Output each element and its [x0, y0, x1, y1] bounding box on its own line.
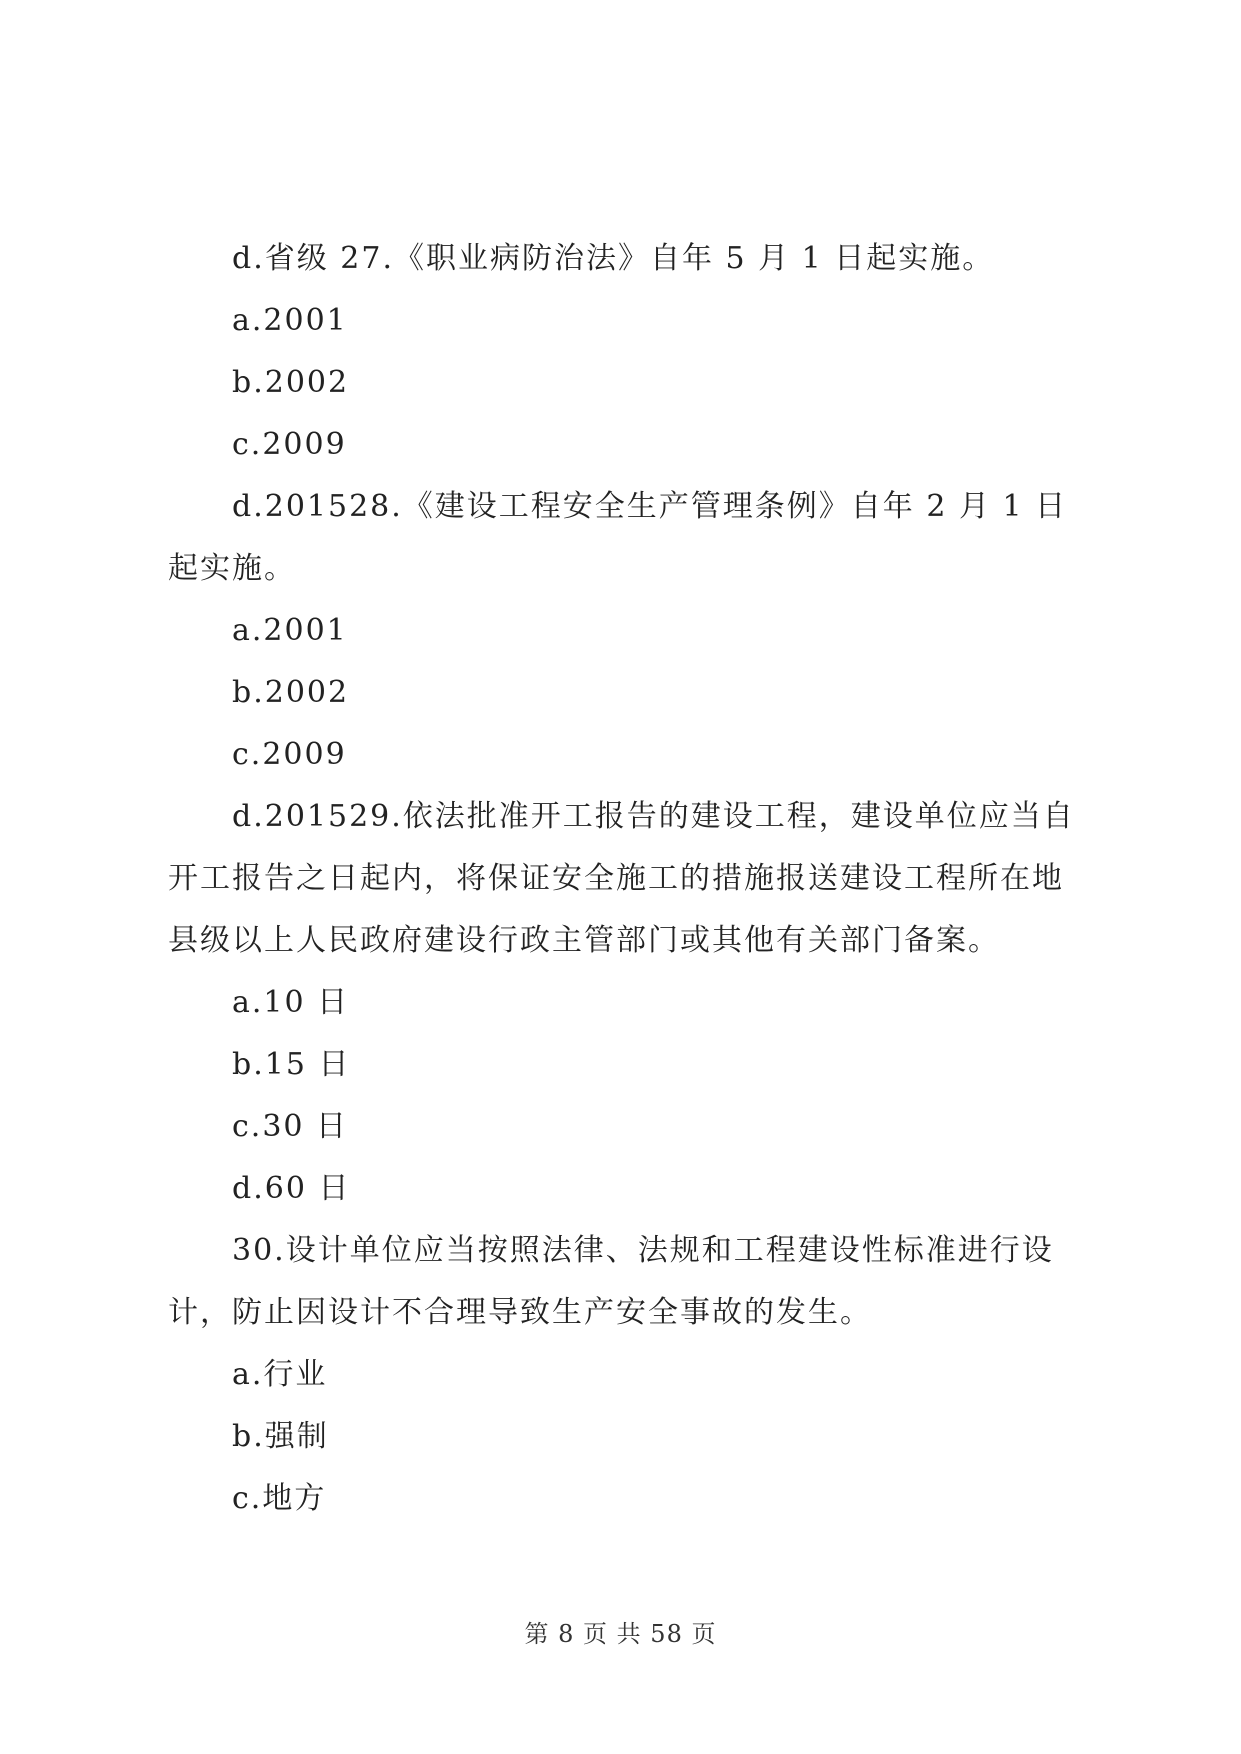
option-b: b.强制	[232, 1419, 329, 1454]
option-c: c.30 日	[232, 1109, 349, 1144]
option-a: a.2001	[232, 303, 348, 338]
paragraph-q28: d.201528.《建设工程安全生产管理条例》自年 2 月 1 日起实施。	[168, 489, 1068, 586]
paragraph-q30: 30.设计单位应当按照法律、法规和工程建设性标准进行设计，防止因设计不合理导致生产安全事故的发生。	[168, 1233, 1054, 1330]
option-b: b.2002	[232, 675, 350, 710]
page-number-footer: 第 8 页 共 58 页	[524, 1620, 717, 1648]
option-b: b.15 日	[232, 1047, 351, 1082]
option-a: a.2001	[232, 613, 348, 648]
paragraph-q27-tail: d.省级 27.《职业病防治法》自年 5 月 1 日起实施。	[232, 241, 995, 276]
option-c: c.2009	[232, 427, 347, 462]
document-body	[168, 228, 1088, 1530]
option-b: b.2002	[232, 365, 350, 400]
option-c: c.地方	[232, 1481, 327, 1516]
paragraph-q29: d.201529.依法批准开工报告的建设工程，建设单位应当自开工报告之日起内，将保证安全施工的措施报送建设工程所在地县级以上人民政府建设行政主管部门或其他有关部门备案。	[168, 799, 1075, 958]
option-a: a.行业	[232, 1357, 328, 1392]
option-c: c.2009	[232, 737, 347, 772]
option-a: a.10 日	[232, 985, 350, 1020]
option-d: d.60 日	[232, 1171, 351, 1206]
